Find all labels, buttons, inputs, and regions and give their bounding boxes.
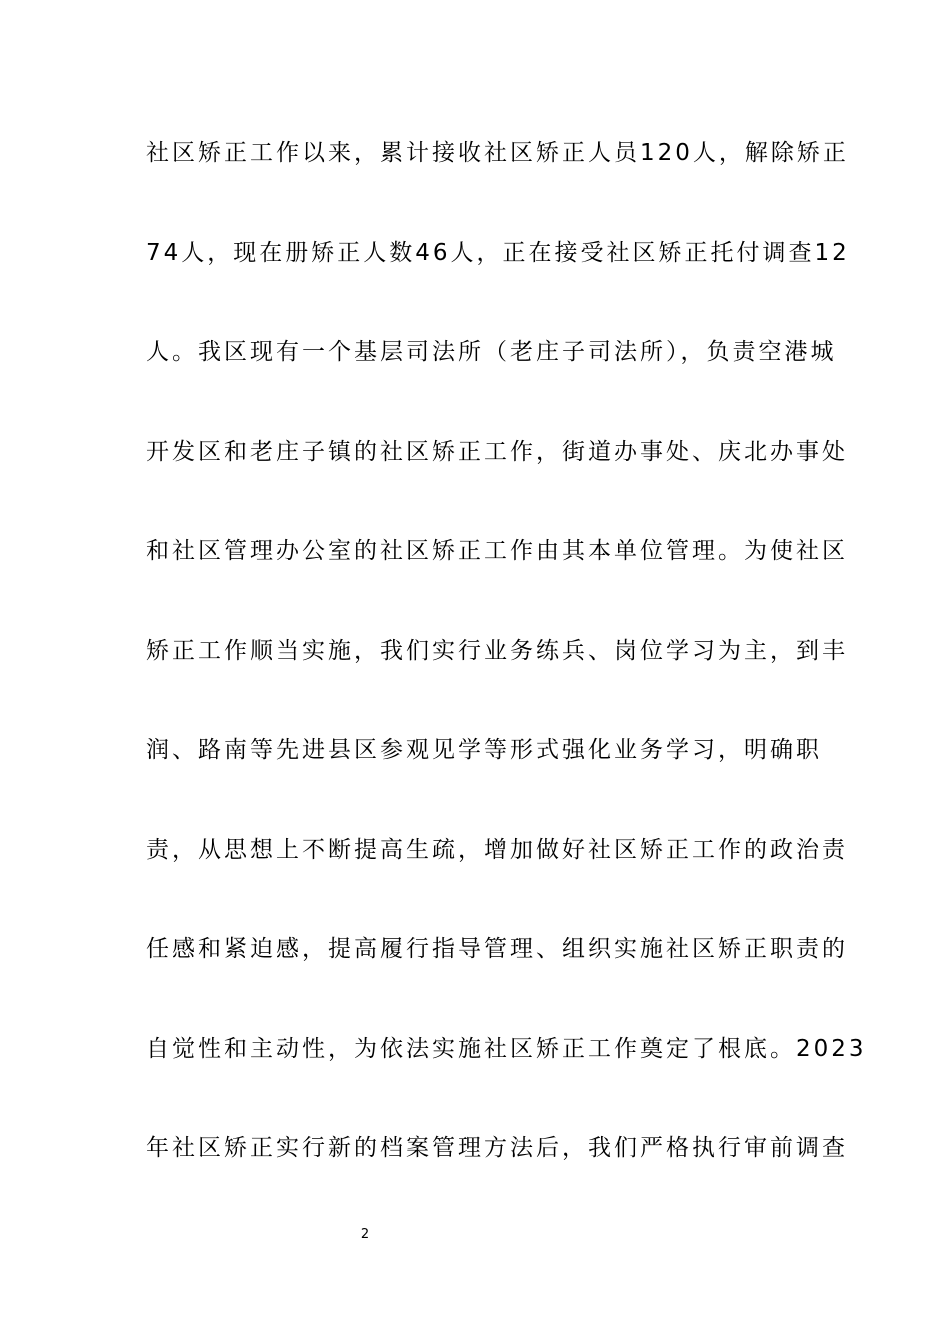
text-line: 矫正工作顺当实施，我们实行业务练兵、岗位学习为主，到丰 [146, 637, 848, 664]
text-line: 自觉性和主动性，为依法实施社区矫正工作奠定了根底。2023 [146, 1035, 867, 1062]
page-number: 2 [360, 1227, 370, 1242]
text-line: 责，从思想上不断提高生疏，增加做好社区矫正工作的政治责 [146, 836, 848, 863]
text-line: 任感和紧迫感，提高履行指导管理、组织实施社区矫正职责的 [146, 936, 848, 962]
text-line: 润、路南等先进县区参观见学等形式强化业务学习，明确职 [146, 737, 822, 763]
text-line: 74人，现在册矫正人数46人，正在接受社区矫正托付调查12 [146, 239, 850, 266]
text-line: 社区矫正工作以来，累计接收社区矫正人员120人，解除矫正 [146, 140, 849, 166]
text-line: 人。我区现有一个基层司法所（老庄子司法所），负责空港城 [146, 339, 837, 365]
text-line: 开发区和老庄子镇的社区矫正工作，街道办事处、庆北办事处 [146, 438, 848, 465]
body-text [146, 128, 867, 1223]
text-line: 和社区管理办公室的社区矫正工作由其本单位管理。为使社区 [146, 538, 848, 564]
text-line: 年社区矫正实行新的档案管理方法后，我们严格执行审前调查 [146, 1135, 848, 1161]
